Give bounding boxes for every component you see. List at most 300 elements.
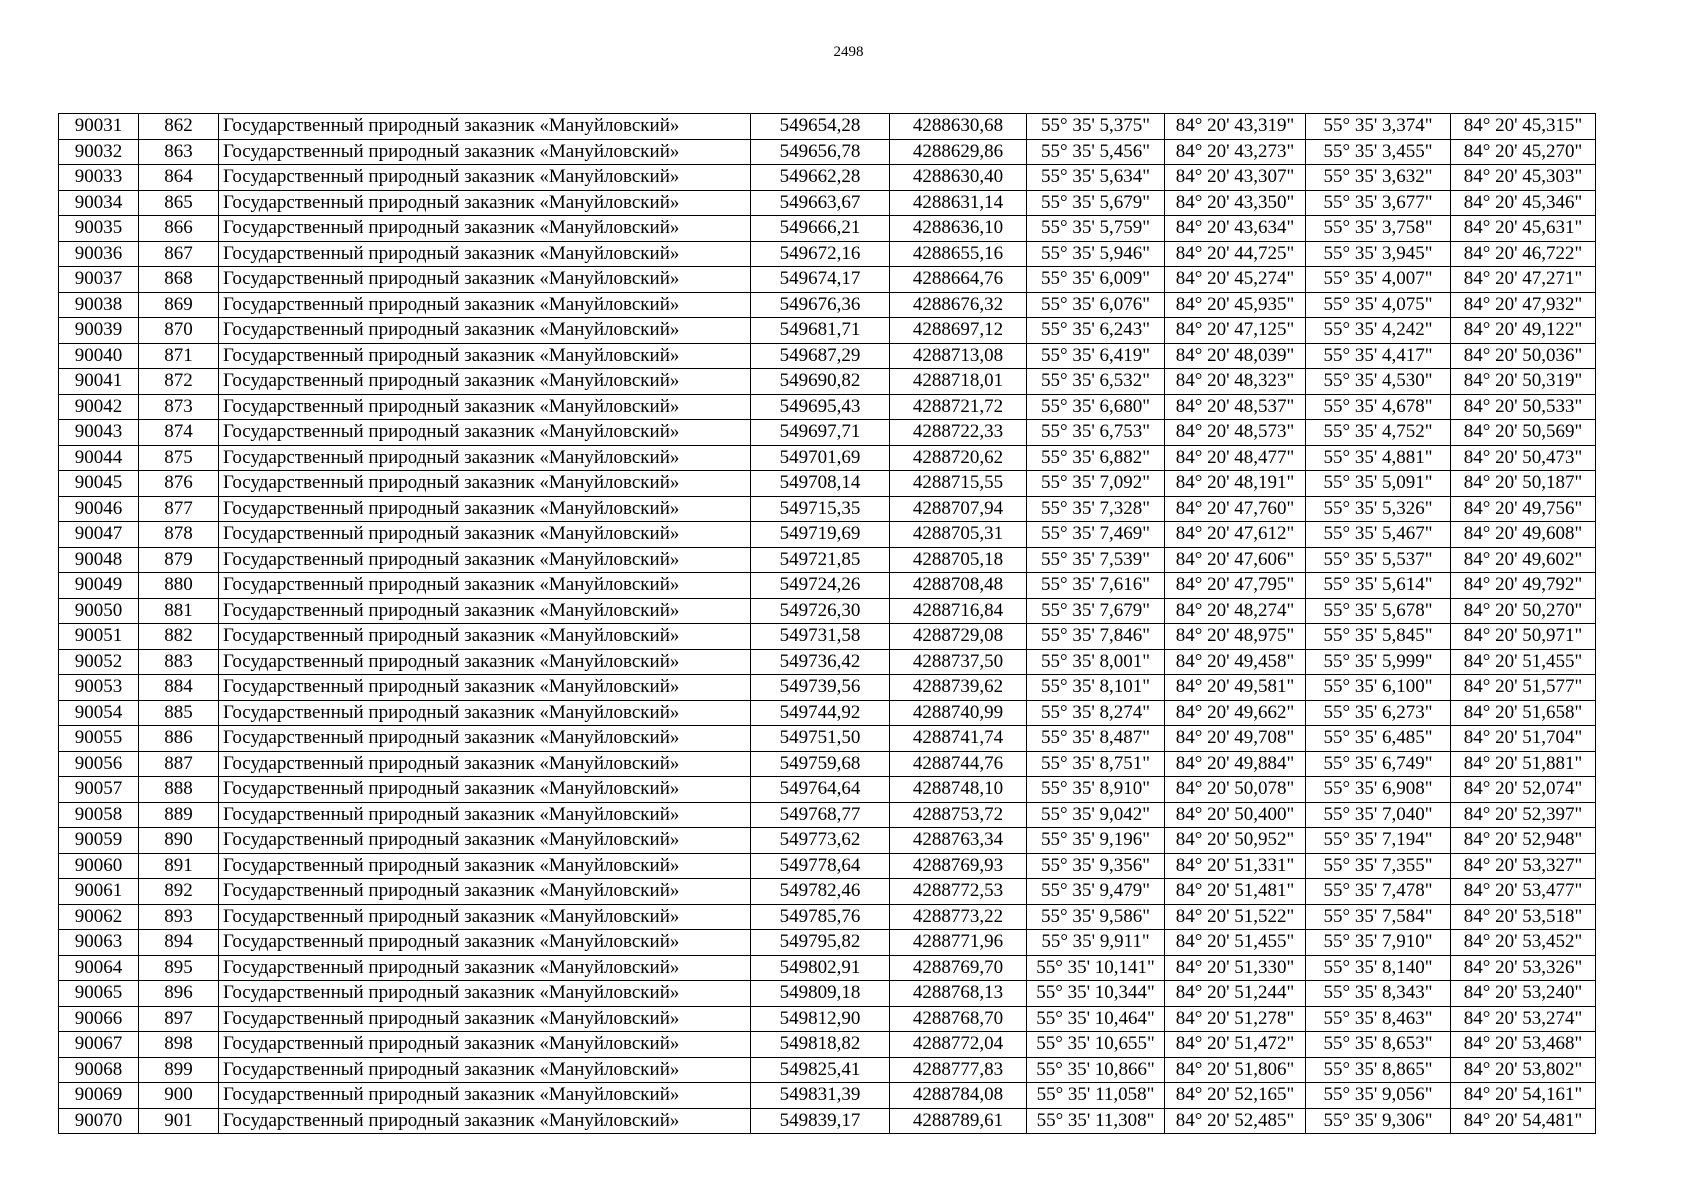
cell-point-id: 90031 <box>59 114 139 140</box>
cell-latitude-2: 55° 35' 8,653" <box>1306 1032 1451 1058</box>
cell-latitude-2: 55° 35' 9,056" <box>1306 1083 1451 1109</box>
cell-latitude-1: 55° 35' 8,910" <box>1027 777 1165 803</box>
cell-point-number: 870 <box>139 318 219 344</box>
cell-latitude-2: 55° 35' 6,749" <box>1306 751 1451 777</box>
cell-latitude-1: 55° 35' 7,679" <box>1027 598 1165 624</box>
cell-latitude-2: 55° 35' 5,537" <box>1306 547 1451 573</box>
cell-y-coordinate: 4288705,31 <box>890 522 1027 548</box>
cell-longitude-2: 84° 20' 50,533" <box>1451 394 1596 420</box>
cell-longitude-1: 84° 20' 48,477" <box>1165 445 1306 471</box>
cell-x-coordinate: 549739,56 <box>751 675 890 701</box>
cell-territory-name: Государственный природный заказник «Мануйловский» <box>219 955 751 981</box>
cell-longitude-1: 84° 20' 51,481" <box>1165 879 1306 905</box>
cell-x-coordinate: 549785,76 <box>751 904 890 930</box>
cell-latitude-2: 55° 35' 7,040" <box>1306 802 1451 828</box>
cell-longitude-1: 84° 20' 51,455" <box>1165 930 1306 956</box>
table-row <box>59 267 1596 293</box>
cell-latitude-1: 55° 35' 7,846" <box>1027 624 1165 650</box>
cell-point-id: 90056 <box>59 751 139 777</box>
cell-latitude-1: 55° 35' 7,469" <box>1027 522 1165 548</box>
cell-latitude-2: 55° 35' 3,632" <box>1306 165 1451 191</box>
cell-latitude-1: 55° 35' 6,753" <box>1027 420 1165 446</box>
table-row <box>59 1083 1596 1109</box>
cell-latitude-1: 55° 35' 6,532" <box>1027 369 1165 395</box>
cell-y-coordinate: 4288716,84 <box>890 598 1027 624</box>
cell-x-coordinate: 549687,29 <box>751 343 890 369</box>
cell-latitude-1: 55° 35' 9,479" <box>1027 879 1165 905</box>
cell-territory-name: Государственный природный заказник «Мануйловский» <box>219 904 751 930</box>
cell-longitude-1: 84° 20' 49,708" <box>1165 726 1306 752</box>
cell-x-coordinate: 549690,82 <box>751 369 890 395</box>
cell-y-coordinate: 4288784,08 <box>890 1083 1027 1109</box>
cell-territory-name: Государственный природный заказник «Мануйловский» <box>219 420 751 446</box>
cell-point-number: 895 <box>139 955 219 981</box>
cell-longitude-1: 84° 20' 47,125" <box>1165 318 1306 344</box>
cell-longitude-2: 84° 20' 49,602" <box>1451 547 1596 573</box>
cell-latitude-1: 55° 35' 5,759" <box>1027 216 1165 242</box>
table-row <box>59 624 1596 650</box>
cell-longitude-1: 84° 20' 43,634" <box>1165 216 1306 242</box>
cell-latitude-2: 55° 35' 8,463" <box>1306 1006 1451 1032</box>
cell-y-coordinate: 4288708,48 <box>890 573 1027 599</box>
cell-longitude-2: 84° 20' 49,756" <box>1451 496 1596 522</box>
cell-longitude-2: 84° 20' 47,271" <box>1451 267 1596 293</box>
cell-longitude-1: 84° 20' 47,606" <box>1165 547 1306 573</box>
cell-longitude-2: 84° 20' 50,569" <box>1451 420 1596 446</box>
cell-longitude-1: 84° 20' 45,274" <box>1165 267 1306 293</box>
cell-latitude-2: 55° 35' 5,614" <box>1306 573 1451 599</box>
cell-longitude-2: 84° 20' 45,270" <box>1451 139 1596 165</box>
cell-point-id: 90070 <box>59 1108 139 1134</box>
cell-point-number: 876 <box>139 471 219 497</box>
cell-latitude-1: 55° 35' 7,616" <box>1027 573 1165 599</box>
table-row <box>59 369 1596 395</box>
cell-point-id: 90049 <box>59 573 139 599</box>
cell-x-coordinate: 549721,85 <box>751 547 890 573</box>
cell-point-number: 878 <box>139 522 219 548</box>
table-row <box>59 598 1596 624</box>
table-row <box>59 522 1596 548</box>
cell-latitude-2: 55° 35' 6,273" <box>1306 700 1451 726</box>
cell-point-number: 889 <box>139 802 219 828</box>
cell-latitude-1: 55° 35' 6,076" <box>1027 292 1165 318</box>
table-row <box>59 343 1596 369</box>
cell-point-number: 877 <box>139 496 219 522</box>
cell-longitude-2: 84° 20' 50,319" <box>1451 369 1596 395</box>
cell-longitude-1: 84° 20' 43,307" <box>1165 165 1306 191</box>
cell-point-id: 90043 <box>59 420 139 446</box>
cell-x-coordinate: 549802,91 <box>751 955 890 981</box>
cell-territory-name: Государственный природный заказник «Мануйловский» <box>219 1108 751 1134</box>
cell-x-coordinate: 549759,68 <box>751 751 890 777</box>
cell-territory-name: Государственный природный заказник «Мануйловский» <box>219 267 751 293</box>
cell-latitude-2: 55° 35' 3,455" <box>1306 139 1451 165</box>
table-row <box>59 904 1596 930</box>
cell-point-number: 891 <box>139 853 219 879</box>
cell-x-coordinate: 549674,17 <box>751 267 890 293</box>
cell-territory-name: Государственный природный заказник «Мануйловский» <box>219 726 751 752</box>
cell-point-number: 886 <box>139 726 219 752</box>
cell-point-id: 90059 <box>59 828 139 854</box>
cell-longitude-2: 84° 20' 46,722" <box>1451 241 1596 267</box>
cell-longitude-2: 84° 20' 45,631" <box>1451 216 1596 242</box>
cell-y-coordinate: 4288772,53 <box>890 879 1027 905</box>
table-row <box>59 496 1596 522</box>
cell-latitude-2: 55° 35' 8,140" <box>1306 955 1451 981</box>
table-row <box>59 930 1596 956</box>
cell-latitude-1: 55° 35' 5,946" <box>1027 241 1165 267</box>
cell-x-coordinate: 549751,50 <box>751 726 890 752</box>
cell-longitude-2: 84° 20' 52,397" <box>1451 802 1596 828</box>
cell-point-number: 880 <box>139 573 219 599</box>
cell-point-id: 90047 <box>59 522 139 548</box>
cell-x-coordinate: 549768,77 <box>751 802 890 828</box>
cell-point-number: 881 <box>139 598 219 624</box>
cell-longitude-1: 84° 20' 51,331" <box>1165 853 1306 879</box>
table-row <box>59 1057 1596 1083</box>
cell-latitude-2: 55° 35' 5,091" <box>1306 471 1451 497</box>
cell-latitude-2: 55° 35' 3,945" <box>1306 241 1451 267</box>
cell-latitude-2: 55° 35' 4,075" <box>1306 292 1451 318</box>
cell-x-coordinate: 549672,16 <box>751 241 890 267</box>
cell-y-coordinate: 4288737,50 <box>890 649 1027 675</box>
cell-latitude-1: 55° 35' 8,274" <box>1027 700 1165 726</box>
cell-longitude-1: 84° 20' 51,472" <box>1165 1032 1306 1058</box>
table-row <box>59 547 1596 573</box>
cell-point-number: 894 <box>139 930 219 956</box>
cell-longitude-1: 84° 20' 51,330" <box>1165 955 1306 981</box>
cell-latitude-2: 55° 35' 6,908" <box>1306 777 1451 803</box>
table-row <box>59 726 1596 752</box>
cell-x-coordinate: 549719,69 <box>751 522 890 548</box>
table-row <box>59 216 1596 242</box>
cell-longitude-2: 84° 20' 45,346" <box>1451 190 1596 216</box>
cell-point-id: 90036 <box>59 241 139 267</box>
cell-x-coordinate: 549831,39 <box>751 1083 890 1109</box>
cell-point-id: 90033 <box>59 165 139 191</box>
cell-point-id: 90057 <box>59 777 139 803</box>
cell-point-number: 869 <box>139 292 219 318</box>
cell-latitude-1: 55° 35' 5,679" <box>1027 190 1165 216</box>
cell-point-id: 90053 <box>59 675 139 701</box>
cell-point-number: 882 <box>139 624 219 650</box>
cell-y-coordinate: 4288744,76 <box>890 751 1027 777</box>
cell-point-id: 90040 <box>59 343 139 369</box>
cell-latitude-2: 55° 35' 9,306" <box>1306 1108 1451 1134</box>
table-row <box>59 981 1596 1007</box>
cell-latitude-2: 55° 35' 5,467" <box>1306 522 1451 548</box>
cell-latitude-2: 55° 35' 5,999" <box>1306 649 1451 675</box>
cell-territory-name: Государственный природный заказник «Мануйловский» <box>219 573 751 599</box>
cell-territory-name: Государственный природный заказник «Мануйловский» <box>219 318 751 344</box>
cell-latitude-2: 55° 35' 7,584" <box>1306 904 1451 930</box>
cell-point-number: 884 <box>139 675 219 701</box>
cell-y-coordinate: 4288771,96 <box>890 930 1027 956</box>
cell-x-coordinate: 549825,41 <box>751 1057 890 1083</box>
cell-x-coordinate: 549809,18 <box>751 981 890 1007</box>
cell-latitude-1: 55° 35' 6,009" <box>1027 267 1165 293</box>
cell-longitude-1: 84° 20' 47,612" <box>1165 522 1306 548</box>
cell-y-coordinate: 4288636,10 <box>890 216 1027 242</box>
cell-longitude-1: 84° 20' 51,806" <box>1165 1057 1306 1083</box>
cell-latitude-1: 55° 35' 9,196" <box>1027 828 1165 854</box>
cell-latitude-1: 55° 35' 6,419" <box>1027 343 1165 369</box>
cell-latitude-1: 55° 35' 5,634" <box>1027 165 1165 191</box>
table-row <box>59 955 1596 981</box>
cell-point-id: 90061 <box>59 879 139 905</box>
cell-latitude-2: 55° 35' 4,678" <box>1306 394 1451 420</box>
cell-y-coordinate: 4288763,34 <box>890 828 1027 854</box>
table-row <box>59 139 1596 165</box>
cell-point-number: 872 <box>139 369 219 395</box>
cell-latitude-1: 55° 35' 10,655" <box>1027 1032 1165 1058</box>
cell-point-id: 90066 <box>59 1006 139 1032</box>
cell-x-coordinate: 549773,62 <box>751 828 890 854</box>
cell-y-coordinate: 4288741,74 <box>890 726 1027 752</box>
cell-territory-name: Государственный природный заказник «Мануйловский» <box>219 598 751 624</box>
cell-longitude-2: 84° 20' 47,932" <box>1451 292 1596 318</box>
cell-longitude-1: 84° 20' 48,323" <box>1165 369 1306 395</box>
cell-territory-name: Государственный природный заказник «Мануйловский» <box>219 1032 751 1058</box>
cell-y-coordinate: 4288631,14 <box>890 190 1027 216</box>
cell-x-coordinate: 549654,28 <box>751 114 890 140</box>
cell-territory-name: Государственный природный заказник «Мануйловский» <box>219 802 751 828</box>
cell-y-coordinate: 4288718,01 <box>890 369 1027 395</box>
cell-y-coordinate: 4288769,93 <box>890 853 1027 879</box>
cell-longitude-2: 84° 20' 52,948" <box>1451 828 1596 854</box>
cell-longitude-1: 84° 20' 44,725" <box>1165 241 1306 267</box>
cell-latitude-2: 55° 35' 4,007" <box>1306 267 1451 293</box>
cell-longitude-2: 84° 20' 49,608" <box>1451 522 1596 548</box>
table-row <box>59 675 1596 701</box>
cell-latitude-1: 55° 35' 9,586" <box>1027 904 1165 930</box>
cell-longitude-2: 84° 20' 54,481" <box>1451 1108 1596 1134</box>
cell-point-number: 888 <box>139 777 219 803</box>
cell-latitude-2: 55° 35' 8,865" <box>1306 1057 1451 1083</box>
table-row <box>59 394 1596 420</box>
cell-y-coordinate: 4288721,72 <box>890 394 1027 420</box>
cell-point-id: 90054 <box>59 700 139 726</box>
cell-longitude-2: 84° 20' 53,240" <box>1451 981 1596 1007</box>
cell-y-coordinate: 4288713,08 <box>890 343 1027 369</box>
cell-territory-name: Государственный природный заказник «Мануйловский» <box>219 394 751 420</box>
cell-x-coordinate: 549715,35 <box>751 496 890 522</box>
cell-longitude-2: 84° 20' 53,802" <box>1451 1057 1596 1083</box>
cell-point-id: 90052 <box>59 649 139 675</box>
cell-x-coordinate: 549818,82 <box>751 1032 890 1058</box>
cell-longitude-2: 84° 20' 49,122" <box>1451 318 1596 344</box>
cell-point-id: 90062 <box>59 904 139 930</box>
cell-y-coordinate: 4288630,40 <box>890 165 1027 191</box>
cell-y-coordinate: 4288697,12 <box>890 318 1027 344</box>
cell-point-number: 900 <box>139 1083 219 1109</box>
cell-latitude-1: 55° 35' 8,101" <box>1027 675 1165 701</box>
cell-point-id: 90060 <box>59 853 139 879</box>
cell-x-coordinate: 549782,46 <box>751 879 890 905</box>
cell-point-id: 90064 <box>59 955 139 981</box>
cell-point-id: 90044 <box>59 445 139 471</box>
cell-longitude-1: 84° 20' 48,537" <box>1165 394 1306 420</box>
cell-point-id: 90065 <box>59 981 139 1007</box>
cell-x-coordinate: 549663,67 <box>751 190 890 216</box>
cell-latitude-1: 55° 35' 10,344" <box>1027 981 1165 1007</box>
cell-point-id: 90046 <box>59 496 139 522</box>
cell-point-number: 873 <box>139 394 219 420</box>
table-row <box>59 1108 1596 1134</box>
cell-point-id: 90050 <box>59 598 139 624</box>
cell-longitude-1: 84° 20' 51,244" <box>1165 981 1306 1007</box>
cell-latitude-2: 55° 35' 3,374" <box>1306 114 1451 140</box>
cell-y-coordinate: 4288748,10 <box>890 777 1027 803</box>
cell-point-id: 90035 <box>59 216 139 242</box>
cell-longitude-1: 84° 20' 45,935" <box>1165 292 1306 318</box>
cell-longitude-1: 84° 20' 47,795" <box>1165 573 1306 599</box>
table-row <box>59 777 1596 803</box>
cell-longitude-2: 84° 20' 45,303" <box>1451 165 1596 191</box>
cell-latitude-1: 55° 35' 7,092" <box>1027 471 1165 497</box>
cell-territory-name: Государственный природный заказник «Мануйловский» <box>219 445 751 471</box>
cell-y-coordinate: 4288753,72 <box>890 802 1027 828</box>
cell-x-coordinate: 549697,71 <box>751 420 890 446</box>
table-row <box>59 649 1596 675</box>
cell-longitude-2: 84° 20' 53,452" <box>1451 930 1596 956</box>
cell-x-coordinate: 549795,82 <box>751 930 890 956</box>
cell-latitude-2: 55° 35' 6,100" <box>1306 675 1451 701</box>
cell-point-number: 865 <box>139 190 219 216</box>
cell-point-number: 896 <box>139 981 219 1007</box>
cell-latitude-2: 55° 35' 8,343" <box>1306 981 1451 1007</box>
cell-latitude-2: 55° 35' 7,478" <box>1306 879 1451 905</box>
cell-latitude-2: 55° 35' 5,845" <box>1306 624 1451 650</box>
cell-latitude-1: 55° 35' 9,356" <box>1027 853 1165 879</box>
cell-point-id: 90037 <box>59 267 139 293</box>
cell-territory-name: Государственный природный заказник «Мануйловский» <box>219 624 751 650</box>
cell-territory-name: Государственный природный заказник «Мануйловский» <box>219 751 751 777</box>
cell-x-coordinate: 549839,17 <box>751 1108 890 1134</box>
cell-latitude-2: 55° 35' 4,752" <box>1306 420 1451 446</box>
cell-territory-name: Государственный природный заказник «Мануйловский» <box>219 930 751 956</box>
cell-longitude-1: 84° 20' 43,319" <box>1165 114 1306 140</box>
cell-territory-name: Государственный природный заказник «Мануйловский» <box>219 1057 751 1083</box>
cell-territory-name: Государственный природный заказник «Мануйловский» <box>219 292 751 318</box>
table-row <box>59 700 1596 726</box>
cell-longitude-2: 84° 20' 50,270" <box>1451 598 1596 624</box>
table-row <box>59 1006 1596 1032</box>
cell-latitude-2: 55° 35' 7,910" <box>1306 930 1451 956</box>
cell-y-coordinate: 4288769,70 <box>890 955 1027 981</box>
table-row <box>59 853 1596 879</box>
cell-longitude-1: 84° 20' 48,975" <box>1165 624 1306 650</box>
coordinates-table <box>58 113 1596 1134</box>
cell-latitude-2: 55° 35' 5,326" <box>1306 496 1451 522</box>
cell-point-number: 871 <box>139 343 219 369</box>
cell-longitude-1: 84° 20' 48,573" <box>1165 420 1306 446</box>
cell-longitude-1: 84° 20' 52,485" <box>1165 1108 1306 1134</box>
table-row <box>59 879 1596 905</box>
cell-x-coordinate: 549656,78 <box>751 139 890 165</box>
cell-x-coordinate: 549731,58 <box>751 624 890 650</box>
cell-latitude-1: 55° 35' 7,539" <box>1027 547 1165 573</box>
cell-longitude-1: 84° 20' 51,278" <box>1165 1006 1306 1032</box>
table-row <box>59 165 1596 191</box>
cell-longitude-2: 84° 20' 49,792" <box>1451 573 1596 599</box>
cell-x-coordinate: 549724,26 <box>751 573 890 599</box>
cell-longitude-2: 84° 20' 53,477" <box>1451 879 1596 905</box>
cell-latitude-1: 55° 35' 10,866" <box>1027 1057 1165 1083</box>
cell-y-coordinate: 4288773,22 <box>890 904 1027 930</box>
cell-longitude-1: 84° 20' 49,458" <box>1165 649 1306 675</box>
cell-longitude-2: 84° 20' 53,327" <box>1451 853 1596 879</box>
cell-y-coordinate: 4288664,76 <box>890 267 1027 293</box>
cell-longitude-1: 84° 20' 48,191" <box>1165 471 1306 497</box>
cell-longitude-2: 84° 20' 51,577" <box>1451 675 1596 701</box>
cell-longitude-2: 84° 20' 51,658" <box>1451 700 1596 726</box>
table-row <box>59 828 1596 854</box>
cell-latitude-2: 55° 35' 3,677" <box>1306 190 1451 216</box>
cell-point-number: 874 <box>139 420 219 446</box>
cell-point-number: 892 <box>139 879 219 905</box>
cell-latitude-1: 55° 35' 6,243" <box>1027 318 1165 344</box>
cell-point-number: 863 <box>139 139 219 165</box>
cell-longitude-2: 84° 20' 53,468" <box>1451 1032 1596 1058</box>
cell-longitude-2: 84° 20' 50,036" <box>1451 343 1596 369</box>
cell-longitude-1: 84° 20' 50,400" <box>1165 802 1306 828</box>
cell-point-number: 883 <box>139 649 219 675</box>
cell-latitude-2: 55° 35' 4,417" <box>1306 343 1451 369</box>
cell-x-coordinate: 549726,30 <box>751 598 890 624</box>
cell-x-coordinate: 549676,36 <box>751 292 890 318</box>
cell-latitude-2: 55° 35' 4,881" <box>1306 445 1451 471</box>
cell-y-coordinate: 4288722,33 <box>890 420 1027 446</box>
cell-x-coordinate: 549666,21 <box>751 216 890 242</box>
cell-latitude-1: 55° 35' 5,375" <box>1027 114 1165 140</box>
cell-longitude-2: 84° 20' 50,473" <box>1451 445 1596 471</box>
cell-longitude-1: 84° 20' 52,165" <box>1165 1083 1306 1109</box>
cell-latitude-1: 55° 35' 8,751" <box>1027 751 1165 777</box>
cell-point-number: 899 <box>139 1057 219 1083</box>
cell-point-number: 901 <box>139 1108 219 1134</box>
cell-point-number: 864 <box>139 165 219 191</box>
cell-territory-name: Государственный природный заказник «Мануйловский» <box>219 675 751 701</box>
cell-territory-name: Государственный природный заказник «Мануйловский» <box>219 343 751 369</box>
cell-longitude-2: 84° 20' 50,971" <box>1451 624 1596 650</box>
cell-longitude-1: 84° 20' 49,884" <box>1165 751 1306 777</box>
cell-longitude-2: 84° 20' 54,161" <box>1451 1083 1596 1109</box>
cell-point-id: 90063 <box>59 930 139 956</box>
cell-territory-name: Государственный природный заказник «Мануйловский» <box>219 981 751 1007</box>
cell-y-coordinate: 4288720,62 <box>890 445 1027 471</box>
cell-y-coordinate: 4288777,83 <box>890 1057 1027 1083</box>
cell-latitude-1: 55° 35' 6,882" <box>1027 445 1165 471</box>
cell-point-number: 875 <box>139 445 219 471</box>
cell-point-id: 90055 <box>59 726 139 752</box>
cell-longitude-2: 84° 20' 51,704" <box>1451 726 1596 752</box>
cell-point-id: 90034 <box>59 190 139 216</box>
cell-longitude-1: 84° 20' 48,039" <box>1165 343 1306 369</box>
table-row <box>59 802 1596 828</box>
table-row <box>59 573 1596 599</box>
cell-point-number: 868 <box>139 267 219 293</box>
cell-x-coordinate: 549744,92 <box>751 700 890 726</box>
cell-longitude-2: 84° 20' 52,074" <box>1451 777 1596 803</box>
cell-territory-name: Государственный природный заказник «Мануйловский» <box>219 496 751 522</box>
cell-latitude-1: 55° 35' 6,680" <box>1027 394 1165 420</box>
cell-y-coordinate: 4288768,70 <box>890 1006 1027 1032</box>
cell-y-coordinate: 4288739,62 <box>890 675 1027 701</box>
cell-point-id: 90067 <box>59 1032 139 1058</box>
cell-point-id: 90032 <box>59 139 139 165</box>
cell-y-coordinate: 4288707,94 <box>890 496 1027 522</box>
